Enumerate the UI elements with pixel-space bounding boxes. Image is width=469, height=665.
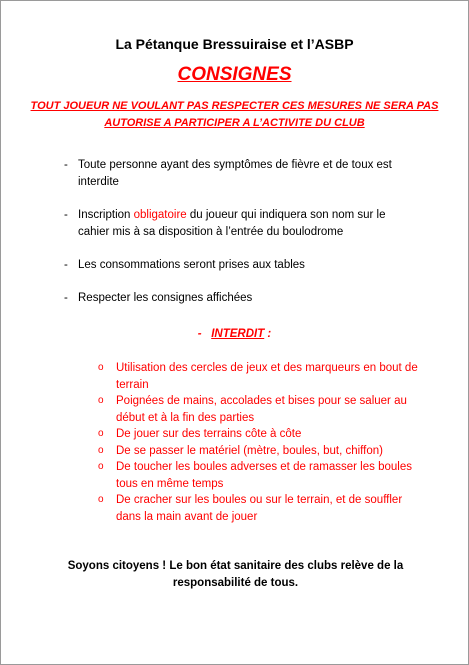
forbidden-text: De cracher sur les boules ou sur le terrain, et de souffler dans la main avant de jouer [116, 494, 403, 523]
document-title: La Pétanque Bressuiraise et l’ASBP [115, 36, 354, 52]
rule-item [64, 157, 404, 191]
rule-item [64, 290, 404, 307]
forbidden-item [98, 459, 418, 492]
circle-bullet-icon: o [98, 395, 104, 406]
rules-list [64, 157, 404, 323]
interdit-word: INTERDIT [211, 328, 265, 340]
forbidden-item [98, 393, 418, 426]
rule-text-before: Inscription [78, 209, 134, 221]
dash-marker: - [64, 209, 68, 221]
rule-text: Les consommations seront prises aux tables [78, 259, 305, 271]
forbidden-text: De jouer sur des terrains côte à côte [116, 428, 302, 440]
rule-text-after: du joueur qui indiquera son nom sur le cahier mis à sa disposition à l’entrée du boulodrome [78, 209, 386, 238]
footer-message: Soyons citoyens ! Le bon état sanitaire des clubs relève de la responsabilité de tous. [67, 560, 404, 589]
circle-bullet-icon: o [98, 461, 104, 472]
rule-item [64, 257, 404, 274]
forbidden-text: De toucher les boules adverses et de ramasser les boules tous en même temps [116, 461, 412, 490]
circle-bullet-icon: o [98, 494, 104, 505]
rule-item [64, 207, 404, 241]
dash-marker: - [64, 259, 68, 271]
circle-bullet-icon: o [98, 444, 104, 456]
circle-bullet-icon: o [98, 362, 104, 373]
interdit-suffix: : [264, 328, 272, 340]
forbidden-item [98, 426, 418, 443]
rule-text: Toute personne ayant des symptômes de fièvre et de toux est interdite [78, 159, 392, 188]
forbidden-item [98, 443, 418, 460]
dash-marker: - [64, 159, 68, 171]
forbidden-item [98, 492, 418, 525]
dash-marker: - [197, 328, 202, 340]
forbidden-item [98, 360, 418, 393]
rule-text: Respecter les consignes affichées [78, 292, 253, 304]
interdit-heading [1, 326, 468, 343]
forbidden-text: Poignées de mains, accolades et bises pour se saluer au début et à la fin des parties [116, 395, 407, 424]
forbidden-list [98, 360, 418, 525]
warning-notice: TOUT JOUEUR NE VOULANT PAS RESPECTER CES MESURES NE SERA PAS AUTORISE A PARTICIPER A L’ACTIVITE DU CLUB [30, 100, 439, 129]
forbidden-text: Utilisation des cercles de jeux et des marqueurs en bout de terrain [116, 362, 418, 391]
dash-marker: - [64, 292, 68, 304]
obligatoire-highlight: obligatoire [133, 209, 187, 221]
forbidden-text: De se passer le matériel (mètre, boules, but, chiffon) [116, 444, 383, 457]
consignes-heading: CONSIGNES [177, 64, 292, 85]
circle-bullet-icon: o [98, 428, 104, 439]
